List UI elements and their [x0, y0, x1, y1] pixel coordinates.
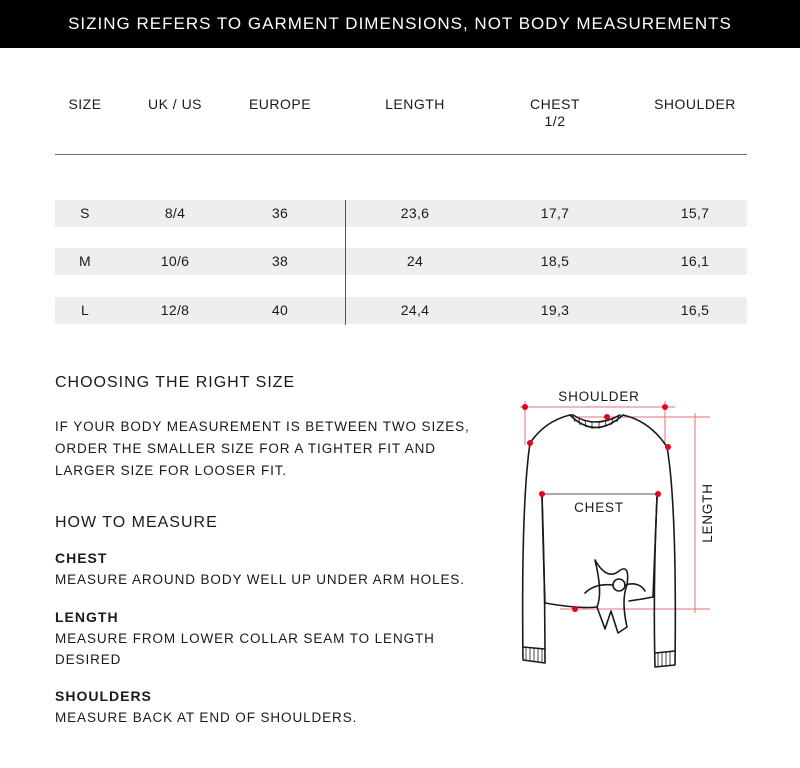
- table-row: [55, 200, 747, 227]
- cell-chest: 18,5: [540, 253, 570, 269]
- sweater-diagram: [515, 385, 730, 695]
- marker-armhole-right: [665, 444, 671, 450]
- how-to-measure-title: HOW TO MEASURE: [55, 514, 218, 531]
- header-chest: CHEST 1/2: [530, 96, 580, 129]
- cuff-ribbing: [526, 416, 670, 666]
- cell-uk-us: 8/4: [164, 205, 186, 221]
- banner-text: SIZING REFERS TO GARMENT DIMENSIONS, NOT BODY MEASUREMENTS: [68, 14, 732, 33]
- marker-armhole-left: [527, 440, 533, 446]
- shoulders-subtitle: SHOULDERS: [55, 688, 152, 704]
- cell-chest: 19,3: [540, 302, 570, 318]
- cell-shoulder: 15,7: [680, 205, 710, 221]
- cell-size: S: [80, 205, 90, 221]
- sizing-banner: [0, 0, 800, 48]
- cell-length: 24: [406, 253, 424, 269]
- marker-shoulder-right: [662, 404, 668, 410]
- marker-shoulder-left: [522, 404, 528, 410]
- table-row: [55, 248, 747, 275]
- cell-size: L: [80, 302, 90, 318]
- cell-uk-us: 12/8: [160, 302, 190, 318]
- cell-size: M: [79, 253, 91, 269]
- sweater-icon: [523, 415, 676, 667]
- shoulder-label: SHOULDER: [558, 389, 640, 404]
- shoulders-instruction: MEASURE BACK AT END OF SHOULDERS.: [55, 710, 358, 725]
- table-row: [55, 297, 747, 324]
- table-column-divider: [345, 200, 346, 325]
- header-length: LENGTH: [385, 96, 445, 112]
- size-table-header: [55, 96, 747, 136]
- cell-shoulder: 16,1: [680, 253, 710, 269]
- chest-subtitle: CHEST: [55, 550, 108, 566]
- choosing-line: LARGER SIZE FOR LOOSER FIT.: [55, 463, 288, 478]
- marker-collar: [604, 414, 610, 420]
- header-divider: [55, 154, 747, 155]
- cell-europe: 36: [271, 205, 289, 221]
- header-size: SIZE: [68, 96, 102, 112]
- length-label: LENGTH: [700, 483, 715, 543]
- marker-chest-right: [655, 491, 661, 497]
- choosing-line: ORDER THE SMALLER SIZE FOR A TIGHTER FIT AND: [55, 441, 436, 456]
- marker-hem: [572, 606, 578, 612]
- length-instruction: DESIRED: [55, 652, 122, 667]
- choosing-title: CHOOSING THE RIGHT SIZE: [55, 374, 296, 391]
- chest-instruction: MEASURE AROUND BODY WELL UP UNDER ARM HOLES.: [55, 572, 465, 587]
- cell-europe: 40: [271, 302, 289, 318]
- cell-europe: 38: [271, 253, 289, 269]
- cell-length: 24,4: [400, 302, 430, 318]
- length-instruction: MEASURE FROM LOWER COLLAR SEAM TO LENGTH: [55, 631, 435, 646]
- marker-chest-left: [539, 491, 545, 497]
- header-uk-us: UK / US: [147, 96, 203, 112]
- cell-chest: 17,7: [540, 205, 570, 221]
- cell-uk-us: 10/6: [160, 253, 190, 269]
- length-subtitle: LENGTH: [55, 609, 119, 625]
- header-shoulder: SHOULDER: [654, 96, 736, 112]
- cell-shoulder: 16,5: [680, 302, 710, 318]
- chest-label: CHEST: [574, 500, 624, 515]
- choosing-line: IF YOUR BODY MEASUREMENT IS BETWEEN TWO SIZES,: [55, 419, 470, 434]
- header-europe: EUROPE: [248, 96, 312, 112]
- cell-length: 23,6: [400, 205, 430, 221]
